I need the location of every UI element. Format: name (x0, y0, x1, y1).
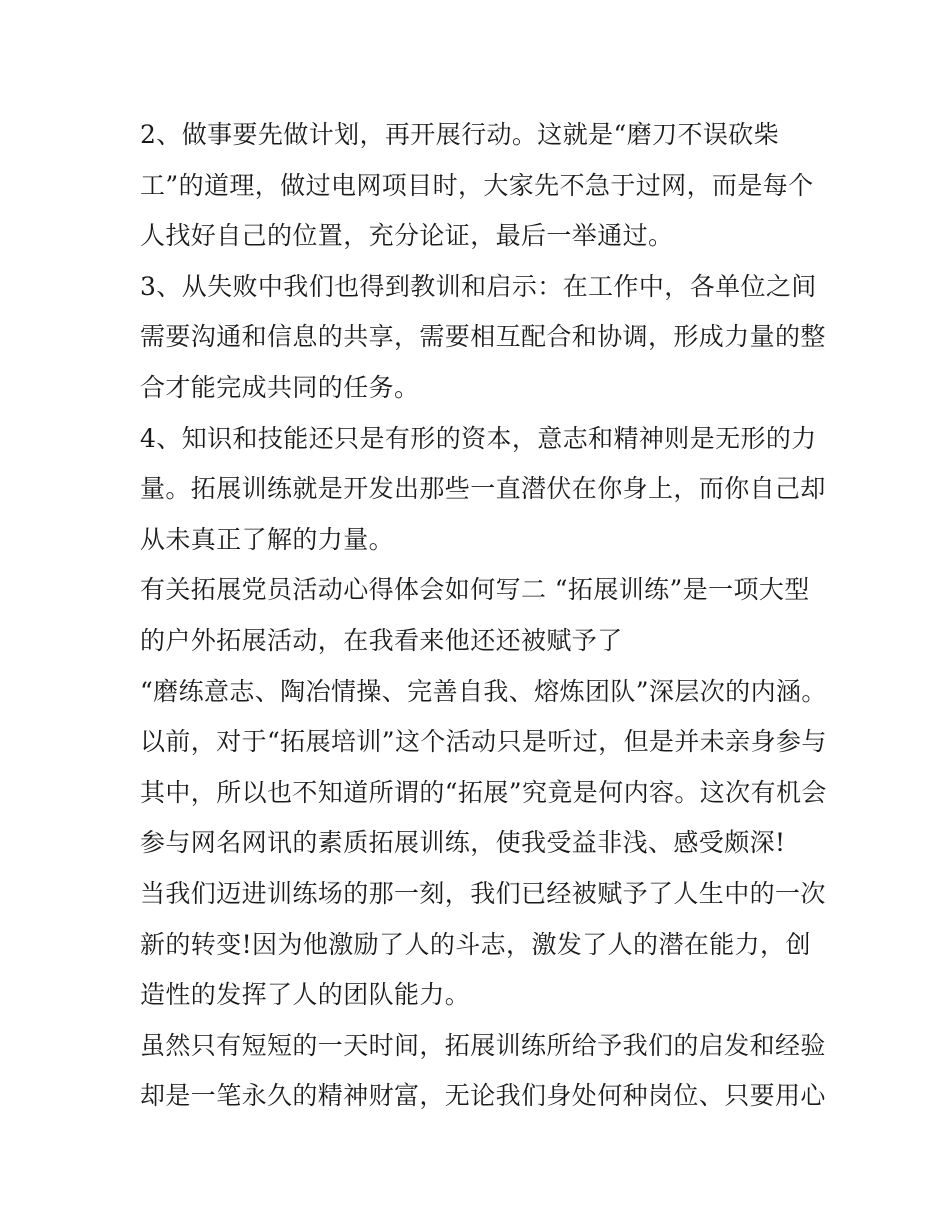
text-line: 以前，对于“拓展培训”这个活动只是听过，但是并未亲身参与 (140, 727, 827, 757)
text-line: 3、从失败中我们也得到教训和启示：在工作中，各单位之间 (140, 271, 817, 301)
text-line: 虽然只有短短的一天时间，拓展训练所给予我们的启发和经验 (140, 1030, 826, 1060)
text-line: 量。拓展训练就是开发出那些一直潜伏在你身上，而你自己却 (140, 474, 826, 504)
text-line: 有关拓展党员活动心得体会如何写二 “拓展训练”是一项大型 (140, 575, 810, 605)
document-body (140, 110, 827, 1122)
text-line: 却是一笔永久的精神财富，无论我们身处何种岗位、只要用心 (140, 1081, 826, 1111)
text-line: 合才能完成共同的任务。 (140, 372, 420, 402)
text-line: 工”的道理，做过电网项目时，大家先不急于过网，而是每个 (140, 170, 814, 200)
text-line: 2、做事要先做计划，再开展行动。这就是“磨刀不误砍柴 (140, 120, 780, 149)
text-line: “磨练意志、陶冶情操、完善自我、熔炼团队”深层次的内涵。 (140, 676, 827, 706)
text-line: 新的转变!因为他激励了人的斗志，激发了人的潜在能力，创 (140, 929, 811, 959)
text-line: 当我们迈进训练场的那一刻，我们已经被赋予了人生中的一次 (140, 878, 826, 908)
text-line: 其中，所以也不知道所谓的“拓展”究竟是何内容。这次有机会 (140, 777, 827, 807)
text-line: 的户外拓展活动，在我看来他还还被赋予了 (140, 625, 623, 655)
text-line: 人找好自己的位置，充分论证，最后一举通过。 (140, 221, 674, 251)
text-line: 参与网名网讯的素质拓展训练，使我受益非浅、感受颇深! (140, 828, 786, 858)
text-line: 造性的发挥了人的团队能力。 (140, 980, 471, 1010)
text-line: 需要沟通和信息的共享，需要相互配合和协调，形成力量的整 (140, 322, 826, 352)
text-line: 4、知识和技能还只是有形的资本，意志和精神则是无形的力 (140, 423, 817, 453)
text-line: 从未真正了解的力量。 (140, 524, 395, 554)
